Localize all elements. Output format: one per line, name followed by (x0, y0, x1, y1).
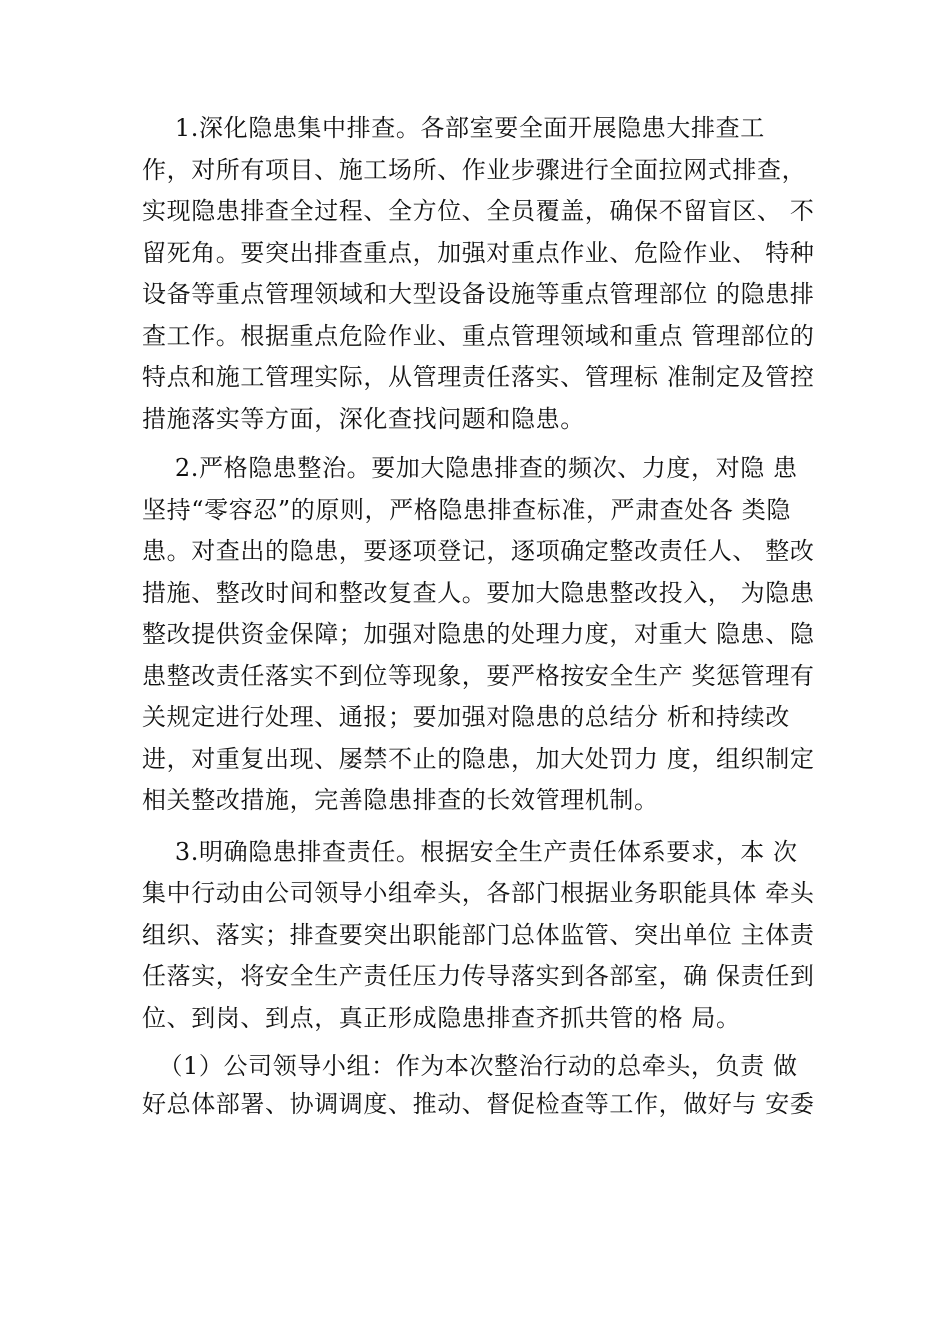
text-line: 整改提供资金保障；加强对隐患的处理力度，对重大 隐患、隐 (142, 620, 815, 648)
paragraph-1 (142, 108, 842, 440)
text-line: 实现隐患排查全过程、全方位、全员覆盖，确保不留盲区、 不 (142, 197, 815, 225)
text-line: 2.严格隐患整治。要加大隐患排查的频次、力度，对隐 患 (142, 454, 798, 482)
text-line: 设备等重点管理领域和大型设备设施等重点管理部位 的隐患排 (142, 280, 815, 308)
text-line: 相关整改措施，完善隐患排查的长效管理机制。 (142, 786, 659, 814)
text-line: 措施、整改时间和整改复查人。要加大隐患整改投入， 为隐患 (142, 578, 815, 607)
text-line: （1）公司领导小组：作为本次整治行动的总牵头，负责 做 (142, 1052, 798, 1080)
paragraph-2 (142, 448, 842, 822)
text-line: 3.明确隐患排查责任。根据安全生产责任体系要求，本 次 (142, 837, 798, 866)
text-line: 集中行动由公司领导小组牵头，各部门根据业务职能具体 牵头 (142, 879, 815, 907)
text-line: 任落实，将安全生产责任压力传导落实到各部室，确 保责任到 (142, 962, 815, 990)
text-line: 坚持“零容忍”的原则，严格隐患排查标准，严肃查处各 类隐 (142, 495, 791, 524)
document-body (142, 108, 842, 1123)
text-line: 查工作。根据重点危险作业、重点管理领域和重点 管理部位的 (142, 321, 815, 350)
text-line: 患整改责任落实不到位等现象，要严格按安全生产 奖惩管理有 (142, 661, 815, 690)
text-line: 关规定进行处理、通报；要加强对隐患的总结分 析和持续改 (142, 703, 790, 731)
text-line: 留死角。要突出排查重点，加强对重点作业、危险作业、 特种 (142, 238, 815, 267)
text-line: 措施落实等方面，深化查找问题和隐患。 (142, 404, 585, 433)
text-line: 好总体部署、协调调度、推动、督促检查等工作，做好与 安委 (142, 1090, 815, 1118)
text-line: 患。对查出的隐患，要逐项登记，逐项确定整改责任人、 整改 (142, 537, 815, 565)
text-line: 作，对所有项目、施工场所、作业步骤进行全面拉网式排查， (142, 155, 807, 184)
text-line: 特点和施工管理实际，从管理责任落实、管理标 准制定及管控 (142, 363, 815, 391)
text-line: 1.深化隐患集中排查。各部室要全面开展隐患大排查工 (142, 114, 765, 142)
text-line: 位、到岗、到点，真正形成隐患排查齐抓共管的格 局。 (142, 1003, 741, 1032)
text-line: 进，对重复出现、屡禁不止的隐患，加大处罚力 度，组织制定 (142, 744, 815, 773)
paragraph-4 (142, 1047, 842, 1123)
paragraph-3 (142, 832, 842, 1040)
text-line: 组织、落实；排查要突出职能部门总体监管、突出单位 主体责 (142, 920, 815, 949)
